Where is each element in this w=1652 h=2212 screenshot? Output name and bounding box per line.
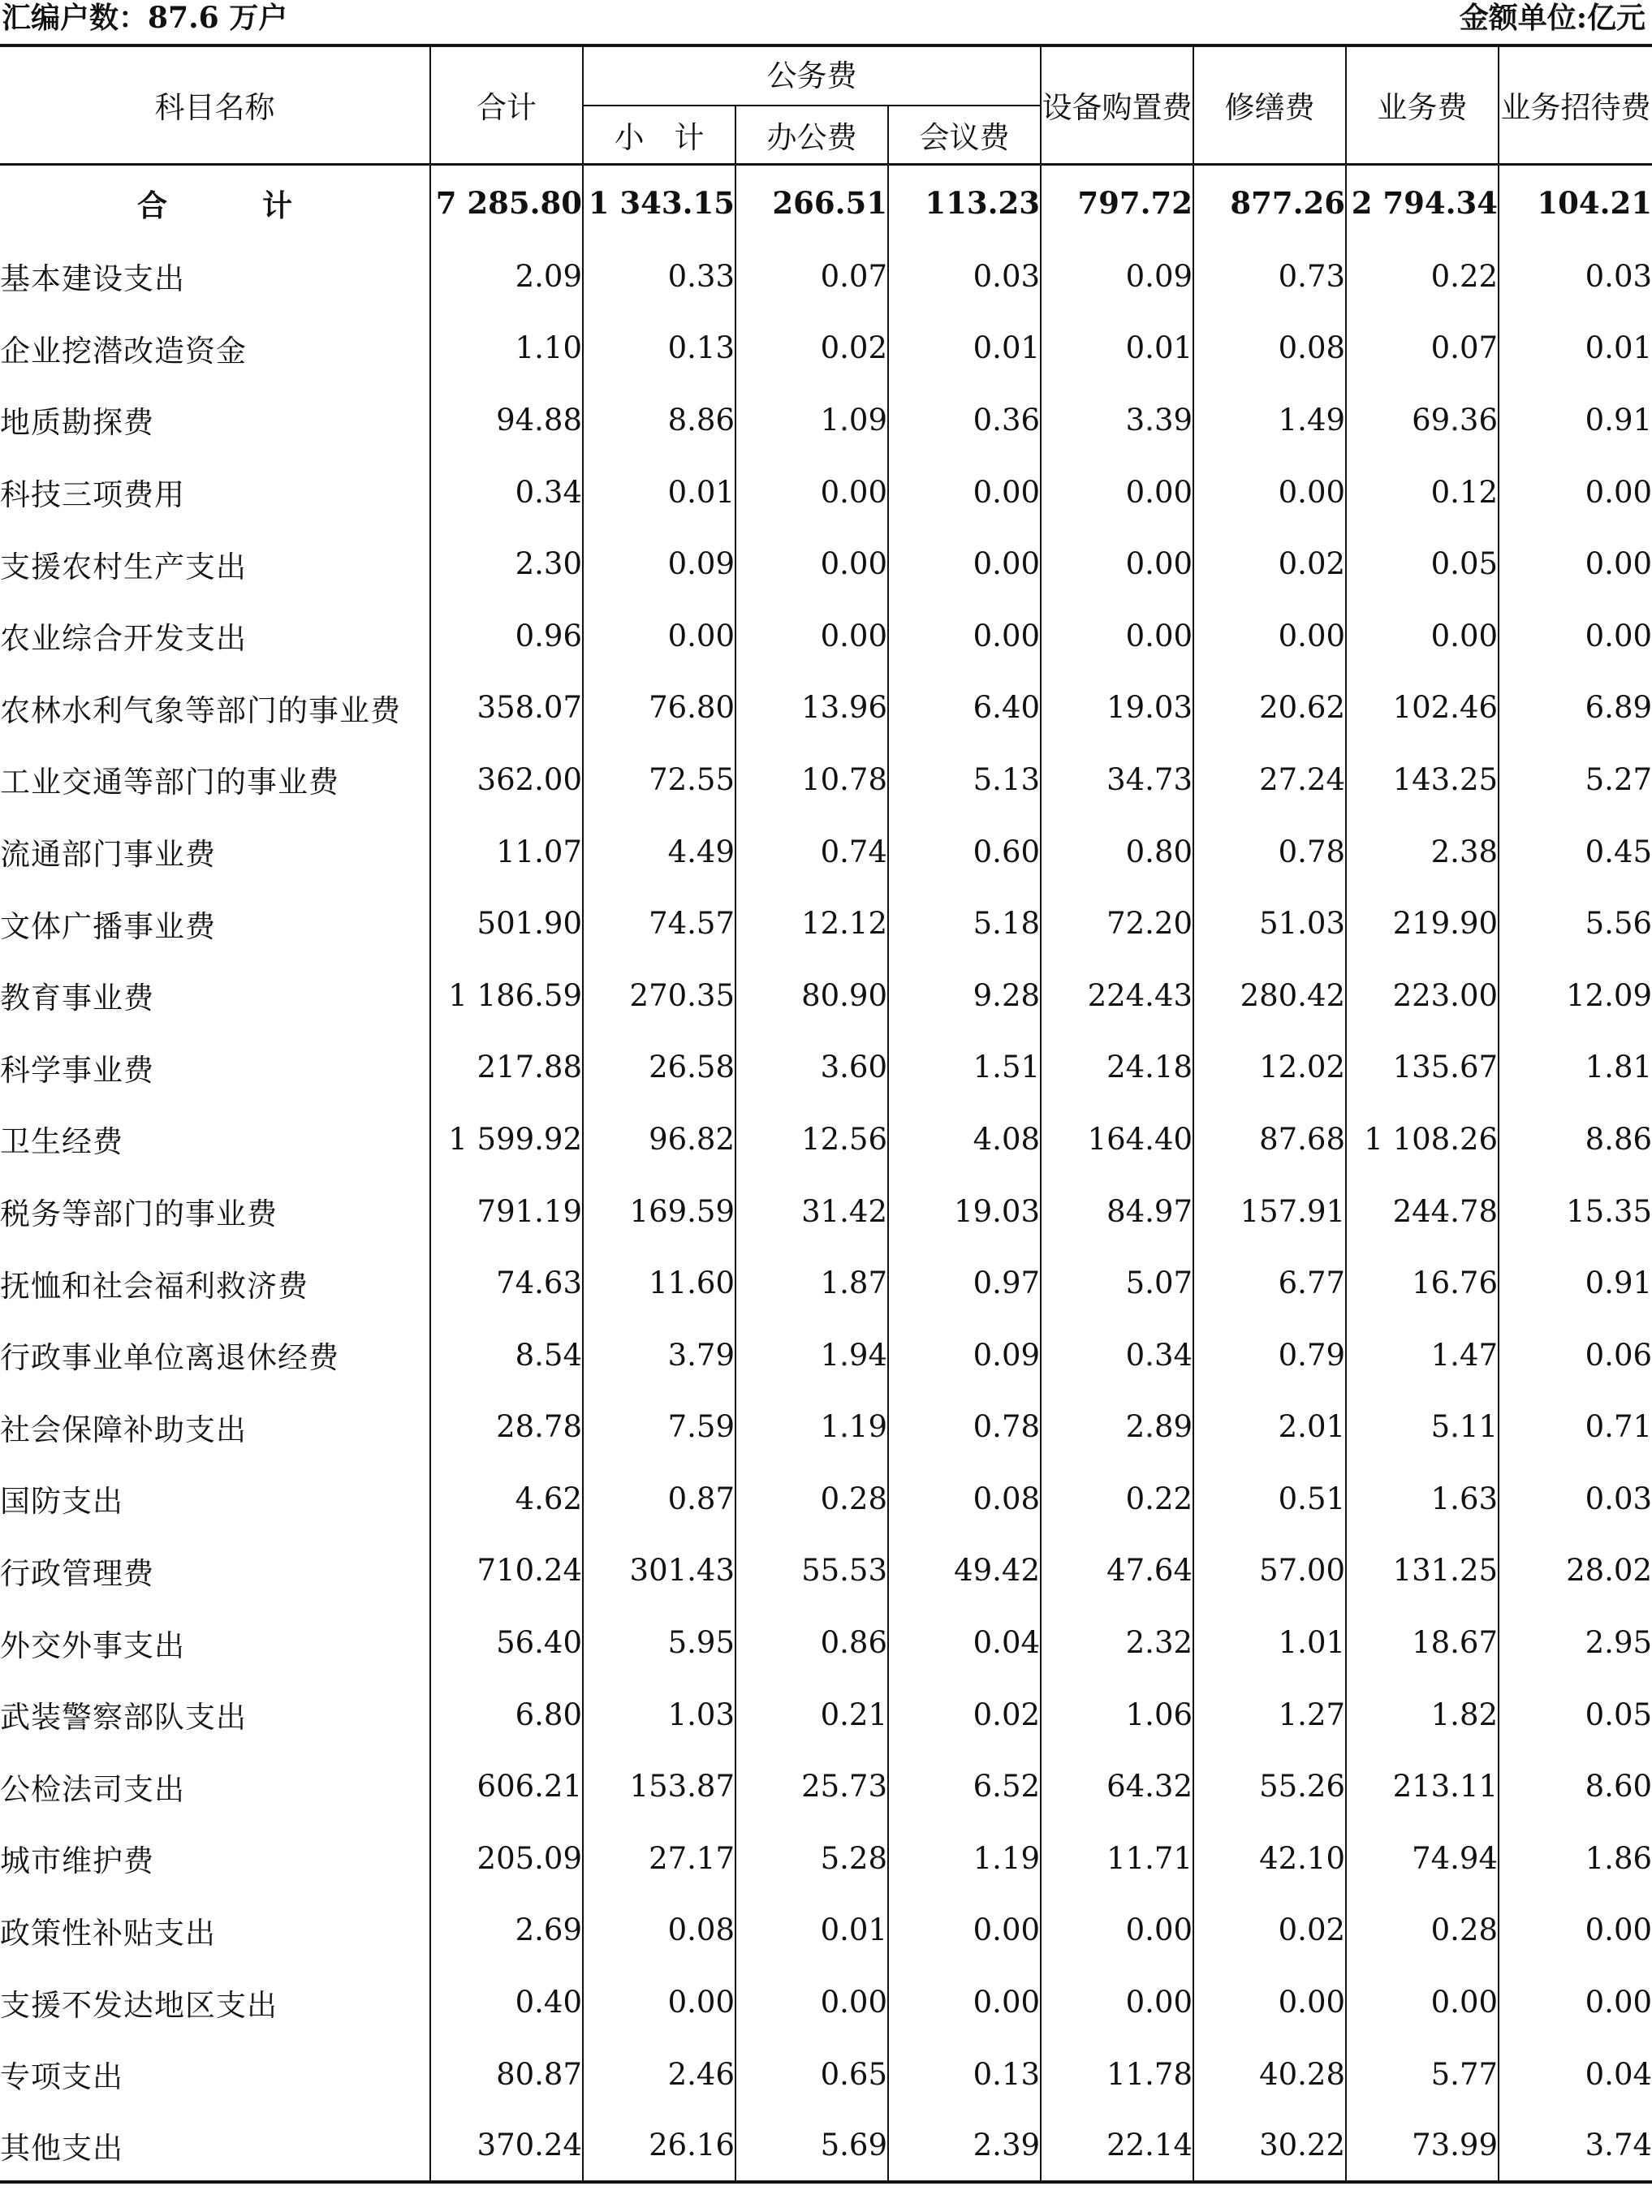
- cell-office-supplies: 1.09: [735, 384, 888, 456]
- cell-hospitality: 15.35: [1566, 1193, 1652, 1229]
- col-meeting-header: 会议费: [888, 106, 1041, 164]
- cell-repair: 57.00: [1193, 1535, 1346, 1607]
- row-subject-name: 企业挖潜改造资金: [0, 313, 430, 385]
- row-subject-name: 其他支出: [0, 2110, 430, 2182]
- cell-repair: 55.26: [1193, 1750, 1346, 1822]
- cell-repair: 87.68: [1193, 1103, 1346, 1175]
- row-subject-name: 农业综合开发支出: [0, 600, 430, 672]
- cell-office-supplies: 0.21: [735, 1679, 888, 1751]
- cell-hospitality: 5.27: [1585, 761, 1652, 797]
- cell-office-subtotal: 8.86: [583, 384, 735, 456]
- cell-office-subtotal: 26.58: [583, 1032, 735, 1104]
- cell-hospitality: 0.00: [1585, 474, 1652, 510]
- cell-business: 2.38: [1346, 816, 1499, 888]
- cell-total: 1 599.92: [430, 1103, 583, 1175]
- cell-repair: 20.62: [1193, 672, 1346, 744]
- cell-equipment: 0.00: [1041, 600, 1193, 672]
- row-subject-name: 工业交通等部门的事业费: [0, 744, 430, 816]
- cell-total: 1.10: [430, 313, 583, 385]
- row-subject-name: 行政管理费: [0, 1535, 430, 1607]
- cell-hospitality: 0.91: [1585, 1266, 1652, 1301]
- cell-hospitality: 28.02: [1566, 1553, 1652, 1589]
- row-subject-name: 支援农村生产支出: [0, 528, 430, 600]
- cell-office-supplies: 1.87: [735, 1247, 888, 1319]
- cell-office-subtotal: 153.87: [583, 1750, 735, 1822]
- cell-repair: 6.77: [1193, 1247, 1346, 1319]
- cell-office-subtotal: 0.00: [583, 1966, 735, 2038]
- col-repair-header: 修缮费: [1193, 45, 1346, 164]
- cell-office-subtotal: 26.16: [583, 2110, 735, 2182]
- col-equipment-header: 设备购置费: [1041, 45, 1193, 164]
- cell-hospitality: 5.56: [1585, 906, 1652, 942]
- cell-office-supplies: 5.69: [735, 2110, 888, 2182]
- cell-equipment: 3.39: [1041, 384, 1193, 456]
- table-row: [0, 240, 1652, 313]
- cell-equipment: 224.43: [1041, 959, 1193, 1032]
- col-total-header: 合计: [430, 45, 583, 164]
- cell-meeting: 0.00: [888, 1895, 1041, 1967]
- cell-repair: 1.49: [1193, 384, 1346, 456]
- summary-repair: 877.26: [1193, 164, 1346, 240]
- cell-meeting: 0.08: [888, 1463, 1041, 1535]
- table-header: [0, 45, 1652, 164]
- cell-equipment: 1.06: [1041, 1679, 1193, 1751]
- table-caption-bar: [0, 0, 1652, 39]
- cell-hospitality: 1.86: [1585, 1840, 1652, 1876]
- row-subject-name: 文体广播事业费: [0, 887, 430, 959]
- cell-meeting: 49.42: [888, 1535, 1041, 1607]
- cell-equipment: 0.00: [1041, 1895, 1193, 1967]
- cell-meeting: 0.78: [888, 1391, 1041, 1464]
- cell-equipment: 84.97: [1041, 1175, 1193, 1248]
- cell-repair: 1.01: [1193, 1606, 1346, 1679]
- cell-office-supplies: 0.65: [735, 2038, 888, 2111]
- cell-total: 2.09: [430, 240, 583, 313]
- col-office-group-label: 公务费: [766, 58, 857, 93]
- cell-hospitality: 0.01: [1585, 330, 1652, 366]
- cell-repair: 0.51: [1193, 1463, 1346, 1535]
- cell-office-subtotal: 4.49: [583, 816, 735, 888]
- cell-office-subtotal: 76.80: [583, 672, 735, 744]
- cell-repair: 0.02: [1193, 1895, 1346, 1967]
- table-row: [0, 672, 1652, 744]
- cell-equipment: 2.89: [1041, 1391, 1193, 1464]
- cell-equipment: 0.00: [1041, 528, 1193, 600]
- cell-repair: 27.24: [1193, 744, 1346, 816]
- cell-office-subtotal: 0.08: [583, 1895, 735, 1967]
- row-subject-name: 行政事业单位离退休经费: [0, 1319, 430, 1391]
- cell-office-supplies: 0.74: [735, 816, 888, 888]
- cell-office-subtotal: 0.87: [583, 1463, 735, 1535]
- cell-office-subtotal: 270.35: [583, 959, 735, 1032]
- cell-meeting: 0.03: [888, 240, 1041, 313]
- cell-total: 0.34: [430, 456, 583, 528]
- table-row: [0, 959, 1652, 1032]
- row-subject-name: 基本建设支出: [0, 240, 430, 313]
- col-office-supplies-header: 办公费: [735, 106, 888, 164]
- cell-equipment: 19.03: [1041, 672, 1193, 744]
- row-subject-name: 教育事业费: [0, 959, 430, 1032]
- summary-equipment: 797.72: [1041, 164, 1193, 240]
- row-subject-name: 社会保障补助支出: [0, 1391, 430, 1464]
- cell-repair: 0.79: [1193, 1319, 1346, 1391]
- cell-hospitality: 0.06: [1585, 1337, 1652, 1373]
- cell-meeting: 6.40: [888, 672, 1041, 744]
- row-subject-name: 抚恤和社会福利救济费: [0, 1247, 430, 1319]
- table-row: [0, 1535, 1652, 1607]
- cell-meeting: 0.00: [888, 1966, 1041, 2038]
- cell-office-supplies: 0.02: [735, 313, 888, 385]
- cell-total: 2.30: [430, 528, 583, 600]
- cell-equipment: 64.32: [1041, 1750, 1193, 1822]
- cell-total: 4.62: [430, 1463, 583, 1535]
- cell-equipment: 72.20: [1041, 887, 1193, 959]
- cell-meeting: 9.28: [888, 959, 1041, 1032]
- table-row: [0, 1319, 1652, 1391]
- col-office-subtotal-header: 小 计: [583, 106, 735, 164]
- table-row: [0, 1391, 1652, 1464]
- cell-business: 0.28: [1346, 1895, 1499, 1967]
- cell-total: 80.87: [430, 2038, 583, 2111]
- cell-meeting: 0.00: [888, 456, 1041, 528]
- cell-business: 0.05: [1346, 528, 1499, 600]
- cell-total: 74.63: [430, 1247, 583, 1319]
- cell-hospitality: 1.81: [1585, 1050, 1652, 1085]
- cell-office-subtotal: 2.46: [583, 2038, 735, 2111]
- cell-meeting: 1.51: [888, 1032, 1041, 1104]
- cell-office-supplies: 12.12: [735, 887, 888, 959]
- cell-equipment: 164.40: [1041, 1103, 1193, 1175]
- cell-total: 8.54: [430, 1319, 583, 1391]
- cell-hospitality: 0.00: [1585, 546, 1652, 582]
- cell-office-subtotal: 3.79: [583, 1319, 735, 1391]
- cell-business: 244.78: [1346, 1175, 1499, 1248]
- cell-office-supplies: 0.01: [735, 1895, 888, 1967]
- table-row: [0, 1822, 1652, 1895]
- cell-meeting: 0.13: [888, 2038, 1041, 2111]
- table-row: [0, 456, 1652, 528]
- cell-business: 213.11: [1346, 1750, 1499, 1822]
- cell-repair: 0.08: [1193, 313, 1346, 385]
- cell-hospitality: 0.03: [1585, 258, 1652, 294]
- table-row: [0, 816, 1652, 888]
- summary-office-subtotal: 1 343.15: [583, 164, 735, 240]
- cell-hospitality: 0.71: [1585, 1409, 1652, 1445]
- expenditure-table: [0, 44, 1652, 2184]
- col-hospitality-header: 业务招待费: [1499, 45, 1652, 164]
- table-row: [0, 1606, 1652, 1679]
- cell-total: 6.80: [430, 1679, 583, 1751]
- table-row: [0, 1679, 1652, 1751]
- cell-hospitality: 0.45: [1585, 834, 1652, 869]
- cell-total: 11.07: [430, 816, 583, 888]
- cell-meeting: 6.52: [888, 1750, 1041, 1822]
- cell-meeting: 5.13: [888, 744, 1041, 816]
- cell-business: 0.07: [1346, 313, 1499, 385]
- row-subject-name: 武装警察部队支出: [0, 1679, 430, 1751]
- cell-total: 358.07: [430, 672, 583, 744]
- cell-meeting: 0.01: [888, 313, 1041, 385]
- cell-business: 0.00: [1346, 1966, 1499, 2038]
- cell-office-supplies: 0.00: [735, 528, 888, 600]
- cell-equipment: 0.09: [1041, 240, 1193, 313]
- summary-hospitality: 104.21: [1537, 184, 1652, 221]
- cell-total: 370.24: [430, 2110, 583, 2182]
- cell-office-supplies: 12.56: [735, 1103, 888, 1175]
- cell-meeting: 0.09: [888, 1319, 1041, 1391]
- cell-business: 135.67: [1346, 1032, 1499, 1104]
- cell-repair: 157.91: [1193, 1175, 1346, 1248]
- cell-office-subtotal: 0.00: [583, 600, 735, 672]
- summary-meeting: 113.23: [888, 164, 1041, 240]
- cell-meeting: 0.00: [888, 528, 1041, 600]
- cell-repair: 0.00: [1193, 1966, 1346, 2038]
- cell-hospitality: 0.91: [1585, 402, 1652, 438]
- cell-hospitality: 0.00: [1585, 1985, 1652, 2020]
- row-subject-name: 地质勘探费: [0, 384, 430, 456]
- cell-meeting: 0.97: [888, 1247, 1041, 1319]
- cell-repair: 0.00: [1193, 456, 1346, 528]
- cell-hospitality: 2.95: [1585, 1625, 1652, 1661]
- cell-office-supplies: 13.96: [735, 672, 888, 744]
- table-row: [0, 744, 1652, 816]
- cell-total: 710.24: [430, 1535, 583, 1607]
- cell-equipment: 5.07: [1041, 1247, 1193, 1319]
- cell-meeting: 0.60: [888, 816, 1041, 888]
- cell-equipment: 0.00: [1041, 456, 1193, 528]
- cell-equipment: 0.80: [1041, 816, 1193, 888]
- cell-equipment: 22.14: [1041, 2110, 1193, 2182]
- table-row: [0, 1175, 1652, 1248]
- cell-meeting: 19.03: [888, 1175, 1041, 1248]
- cell-total: 0.40: [430, 1966, 583, 2038]
- cell-office-subtotal: 169.59: [583, 1175, 735, 1248]
- cell-office-subtotal: 72.55: [583, 744, 735, 816]
- cell-business: 16.76: [1346, 1247, 1499, 1319]
- cell-office-subtotal: 96.82: [583, 1103, 735, 1175]
- summary-office-supplies: 266.51: [735, 164, 888, 240]
- cell-office-supplies: 1.94: [735, 1319, 888, 1391]
- table-row: [0, 887, 1652, 959]
- row-subject-name: 农林水利气象等部门的事业费: [0, 672, 430, 744]
- table-row: [0, 1895, 1652, 1967]
- cell-office-supplies: 0.00: [735, 1966, 888, 2038]
- cell-repair: 280.42: [1193, 959, 1346, 1032]
- table-row: [0, 2110, 1652, 2182]
- summary-label: 合 计: [0, 164, 430, 240]
- row-subject-name: 公检法司支出: [0, 1750, 430, 1822]
- row-subject-name: 外交外事支出: [0, 1606, 430, 1679]
- table-row: [0, 600, 1652, 672]
- cell-equipment: 0.00: [1041, 1966, 1193, 2038]
- cell-equipment: 0.22: [1041, 1463, 1193, 1535]
- cell-equipment: 0.01: [1041, 313, 1193, 385]
- cell-total: 606.21: [430, 1750, 583, 1822]
- cell-total: 1 186.59: [430, 959, 583, 1032]
- cell-business: 73.99: [1346, 2110, 1499, 2182]
- row-subject-name: 城市维护费: [0, 1822, 430, 1895]
- cell-meeting: 4.08: [888, 1103, 1041, 1175]
- cell-total: 94.88: [430, 384, 583, 456]
- cell-office-subtotal: 27.17: [583, 1822, 735, 1895]
- cell-meeting: 1.19: [888, 1822, 1041, 1895]
- cell-total: 205.09: [430, 1822, 583, 1895]
- cell-business: 0.22: [1346, 240, 1499, 313]
- cell-meeting: 2.39: [888, 2110, 1041, 2182]
- cell-office-subtotal: 7.59: [583, 1391, 735, 1464]
- cell-hospitality: 12.09: [1566, 977, 1652, 1013]
- cell-hospitality: 8.86: [1585, 1121, 1652, 1157]
- cell-equipment: 11.78: [1041, 2038, 1193, 2111]
- cell-business: 1.47: [1346, 1319, 1499, 1391]
- row-subject-name: 科技三项费用: [0, 456, 430, 528]
- cell-office-supplies: 1.19: [735, 1391, 888, 1464]
- cell-business: 223.00: [1346, 959, 1499, 1032]
- table-row: [0, 528, 1652, 600]
- cell-hospitality: 0.05: [1585, 1697, 1652, 1732]
- cell-office-subtotal: 74.57: [583, 887, 735, 959]
- cell-equipment: 47.64: [1041, 1535, 1193, 1607]
- summary-row: [0, 164, 1652, 240]
- cell-office-subtotal: 0.13: [583, 313, 735, 385]
- cell-total: 362.00: [430, 744, 583, 816]
- cell-business: 74.94: [1346, 1822, 1499, 1895]
- col-subject-header: 科目名称: [0, 45, 430, 164]
- cell-office-supplies: 0.07: [735, 240, 888, 313]
- cell-office-supplies: 25.73: [735, 1750, 888, 1822]
- cell-meeting: 0.04: [888, 1606, 1041, 1679]
- cell-business: 102.46: [1346, 672, 1499, 744]
- households-count: 汇编户数：87.6 万户: [2, 1, 288, 35]
- cell-meeting: 0.02: [888, 1679, 1041, 1751]
- table-row: [0, 384, 1652, 456]
- cell-office-supplies: 3.60: [735, 1032, 888, 1104]
- col-business-header: 业务费: [1346, 45, 1499, 164]
- cell-repair: 0.73: [1193, 240, 1346, 313]
- cell-office-subtotal: 1.03: [583, 1679, 735, 1751]
- table-row: [0, 1750, 1652, 1822]
- table-row: [0, 2038, 1652, 2111]
- cell-office-subtotal: 301.43: [583, 1535, 735, 1607]
- summary-business: 2 794.34: [1346, 164, 1499, 240]
- row-subject-name: 支援不发达地区支出: [0, 1966, 430, 2038]
- cell-total: 2.69: [430, 1895, 583, 1967]
- cell-business: 5.11: [1346, 1391, 1499, 1464]
- cell-business: 1.63: [1346, 1463, 1499, 1535]
- cell-business: 219.90: [1346, 887, 1499, 959]
- cell-meeting: 0.36: [888, 384, 1041, 456]
- cell-total: 56.40: [430, 1606, 583, 1679]
- cell-meeting: 0.00: [888, 600, 1041, 672]
- cell-office-subtotal: 11.60: [583, 1247, 735, 1319]
- cell-equipment: 11.71: [1041, 1822, 1193, 1895]
- cell-equipment: 24.18: [1041, 1032, 1193, 1104]
- cell-equipment: 2.32: [1041, 1606, 1193, 1679]
- row-subject-name: 卫生经费: [0, 1103, 430, 1175]
- cell-hospitality: 6.89: [1585, 690, 1652, 726]
- cell-office-subtotal: 0.09: [583, 528, 735, 600]
- cell-total: 501.90: [430, 887, 583, 959]
- cell-business: 18.67: [1346, 1606, 1499, 1679]
- cell-business: 0.12: [1346, 456, 1499, 528]
- cell-repair: 51.03: [1193, 887, 1346, 959]
- table-row: [0, 1103, 1652, 1175]
- cell-equipment: 34.73: [1041, 744, 1193, 816]
- cell-office-supplies: 55.53: [735, 1535, 888, 1607]
- cell-office-supplies: 31.42: [735, 1175, 888, 1248]
- cell-repair: 30.22: [1193, 2110, 1346, 2182]
- cell-business: 131.25: [1346, 1535, 1499, 1607]
- row-subject-name: 政策性补贴支出: [0, 1895, 430, 1967]
- table-row: [0, 1032, 1652, 1104]
- row-subject-name: 流通部门事业费: [0, 816, 430, 888]
- cell-office-supplies: 0.86: [735, 1606, 888, 1679]
- cell-hospitality: 0.04: [1585, 2056, 1652, 2092]
- cell-total: 791.19: [430, 1175, 583, 1248]
- row-subject-name: 税务等部门的事业费: [0, 1175, 430, 1248]
- cell-office-subtotal: 0.33: [583, 240, 735, 313]
- cell-business: 5.77: [1346, 2038, 1499, 2111]
- cell-office-supplies: 0.00: [735, 456, 888, 528]
- cell-meeting: 5.18: [888, 887, 1041, 959]
- row-subject-name: 专项支出: [0, 2038, 430, 2111]
- table-row: [0, 1247, 1652, 1319]
- cell-repair: 42.10: [1193, 1822, 1346, 1895]
- table-row: [0, 1966, 1652, 2038]
- cell-business: 0.00: [1346, 600, 1499, 672]
- cell-total: 28.78: [430, 1391, 583, 1464]
- table-row: [0, 313, 1652, 385]
- cell-hospitality: 8.60: [1585, 1769, 1652, 1805]
- cell-equipment: 0.34: [1041, 1319, 1193, 1391]
- cell-repair: 40.28: [1193, 2038, 1346, 2111]
- cell-total: 0.96: [430, 600, 583, 672]
- cell-repair: 1.27: [1193, 1679, 1346, 1751]
- cell-hospitality: 0.00: [1585, 618, 1652, 653]
- cell-business: 1.82: [1346, 1679, 1499, 1751]
- cell-business: 69.36: [1346, 384, 1499, 456]
- cell-hospitality: 0.03: [1585, 1481, 1652, 1516]
- cell-business: 1 108.26: [1346, 1103, 1499, 1175]
- cell-total: 217.88: [430, 1032, 583, 1104]
- cell-office-supplies: 0.28: [735, 1463, 888, 1535]
- cell-hospitality: 3.74: [1499, 2110, 1652, 2182]
- cell-office-supplies: 10.78: [735, 744, 888, 816]
- row-subject-name: 科学事业费: [0, 1032, 430, 1104]
- cell-repair: 0.78: [1193, 816, 1346, 888]
- cell-office-supplies: 0.00: [735, 600, 888, 672]
- cell-repair: 2.01: [1193, 1391, 1346, 1464]
- cell-office-subtotal: 0.01: [583, 456, 735, 528]
- cell-office-subtotal: 5.95: [583, 1606, 735, 1679]
- cell-repair: 0.00: [1193, 600, 1346, 672]
- cell-business: 143.25: [1346, 744, 1499, 816]
- cell-repair: 0.02: [1193, 528, 1346, 600]
- table-body: [0, 164, 1652, 2182]
- cell-office-supplies: 80.90: [735, 959, 888, 1032]
- amount-unit: 金额单位:亿元: [1459, 1, 1646, 35]
- table-row: [0, 1463, 1652, 1535]
- cell-hospitality: 0.00: [1585, 1912, 1652, 1948]
- cell-office-supplies: 5.28: [735, 1822, 888, 1895]
- summary-total: 7 285.80: [430, 164, 583, 240]
- cell-repair: 12.02: [1193, 1032, 1346, 1104]
- row-subject-name: 国防支出: [0, 1463, 430, 1535]
- col-office-group-header: [583, 45, 1041, 106]
